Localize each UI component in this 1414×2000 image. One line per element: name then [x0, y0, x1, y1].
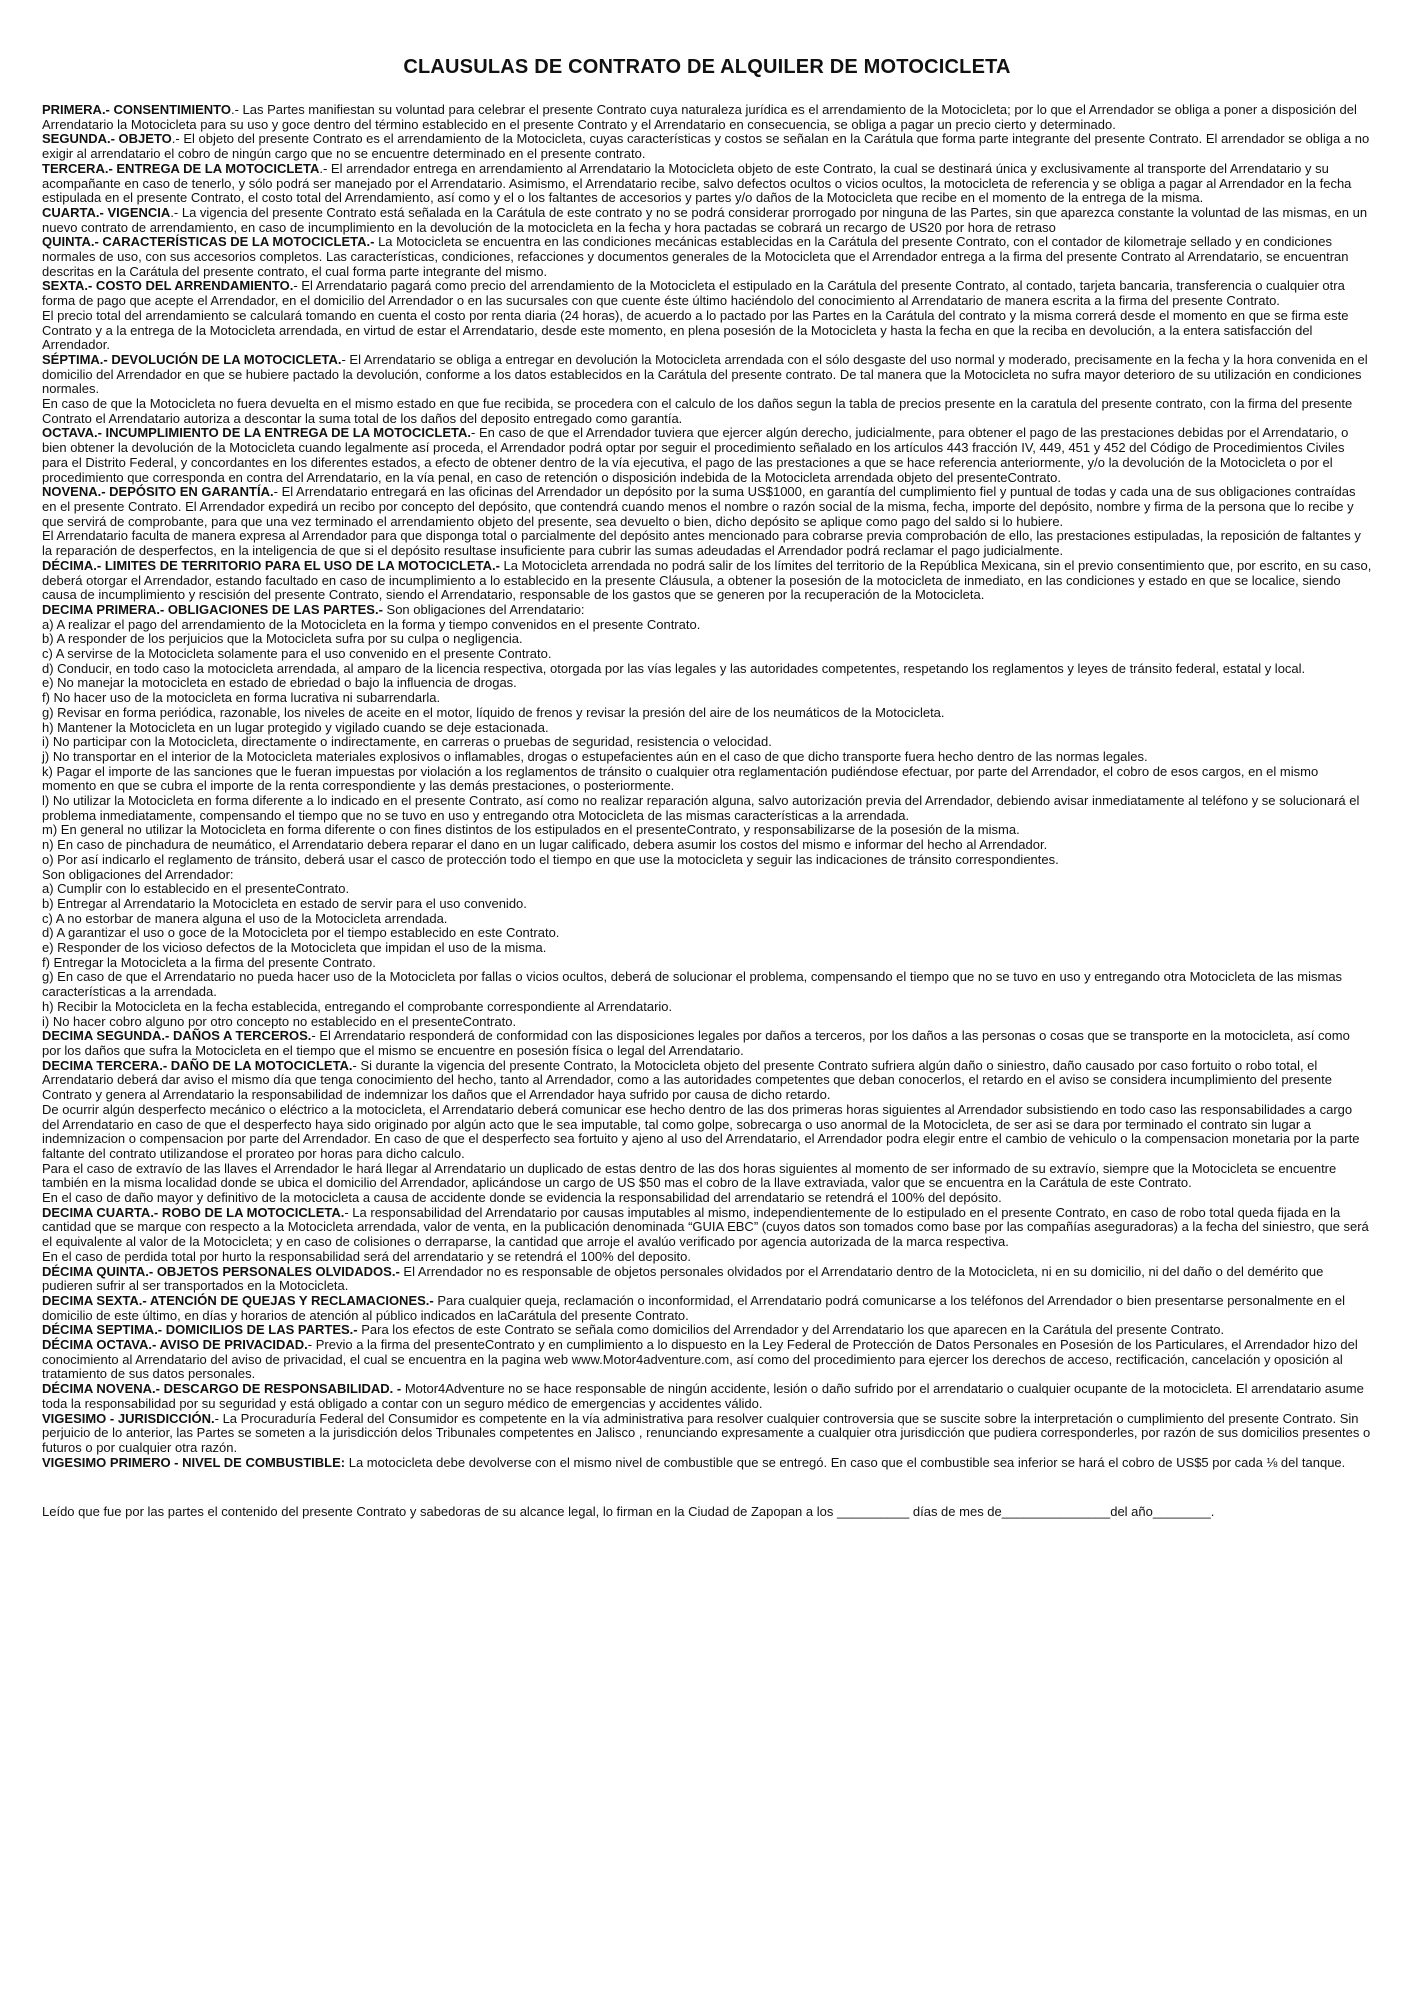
clause-paragraph	[42, 1103, 1372, 1162]
clause-paragraph	[42, 823, 1372, 838]
clause-paragraph	[42, 1059, 1372, 1103]
clause-paragraph	[42, 691, 1372, 706]
clause-text: Para los efectos de este Contrato se señala como domicilios del Arrendador y del Arrendatario los que aparecen en la Carátula del presente Contrato.	[357, 1322, 1225, 1338]
clause-paragraph	[42, 529, 1372, 558]
clause-paragraph	[42, 706, 1372, 721]
clause-text: a) A realizar el pago del arrendamiento de la Motocicleta en la forma y tiempo convenidos en el presente Contrato.	[42, 616, 701, 632]
clause-text: Para cualquier queja, reclamación o inconformidad, el Arrendatario podrá comunicarse a los teléfonos del Arrendador o bien presentarse personalmente en el domicilio de este último, en días y horarios de atención al público indicados en laCarátula del presente Contrato.	[42, 1292, 1345, 1323]
clause-paragraph	[42, 309, 1372, 353]
clause-text: De ocurrir algún desperfecto mecánico o eléctrico a la motocicleta, el Arrendatario deberá comunicar ese hecho dentro de las dos primeras horas siguientes al Arrendador subsistiendo en todo caso las responsabilidades a cargo del Arrendatario en caso de que el desperfecto haya sido originado por algún acto que le sea imputable, tal como golpe, sobrecarga o uso anormal de la Motocicleta, de ser asi se dara por terminado el contrato sin lugar a indemnizacion o compensacion por parte del Arrendador. En caso de que el desperfecto sea fortuito y ajeno al uso del Arrendatario, el Arrendador podra elegir entre el cambio de vehiculo o la compensacion monetaria por la parte faltante del contrato utilizandose el prorateo por horas para dicho calculo.	[42, 1101, 1360, 1161]
clause-paragraph	[42, 941, 1372, 956]
clause-paragraph	[42, 1162, 1372, 1191]
clause-text: f) No hacer uso de la motocicleta en forma lucrativa ni subarrendarla.	[42, 690, 441, 706]
clause-text: El precio total del arrendamiento se calculará tomando en cuenta el costo por renta diaria (24 horas), de acuerdo a lo pactado por las Partes en la Carátula del contrato y la misma correrá desde el momento en que se firma este Contrato y a la entrega de la Motocicleta arrendada, en virtud de estar el Arrendatario, desde este momento, en plena posesión de la Motocicleta y hasta la fecha en que la reciba en devolución, a la entera satisfacción del Arrendador.	[42, 307, 1349, 353]
clause-text: o) Por así indicarlo el reglamento de tránsito, deberá usar el casco de protección todo el tiempo en que use la motocicleta y seguir las indicaciones de tránsito correspondientes.	[42, 851, 1059, 867]
clause-paragraph	[42, 853, 1372, 868]
clause-text: En caso de que la Motocicleta no fuera devuelta en el mismo estado en que fue recibida, se procedera con el calculo de los daños segun la tabla de precios presente en la caratula del presente contrato, con la firma del presente Contrato el Arrendatario autoriza a descontar la suma total de los daños del deposito entregado como garantía.	[42, 396, 1353, 426]
clause-text: .- Las Partes manifiestan su voluntad para celebrar el presente Contrato cuya naturaleza jurídica es el arrendamiento de la Motocicleta; por lo que el Arrendador se obliga a poner a disposición del Arrendatario la Motocicleta para su uso y goce dentro del término establecido en el presente Contrato y el Arrendatario en consecuencia, se obliga a pagar un precio cierto y determinado.	[42, 102, 1357, 132]
clause-text: n) En caso de pinchadura de neumático, el Arrendatario debera reparar el dano en un lugar calificado, debera asumir los costos del mismo e informar del hecho al Arrendador.	[42, 837, 1048, 853]
clause-heading: SÉPTIMA.- DEVOLUCIÓN DE LA MOTOCICLETA.	[42, 351, 342, 367]
clause-text: d) Conducir, en todo caso la motocicleta arrendada, al amparo de la licencia respectiva, otorgada por las vías legales y las autoridades competentes, respetando los reglamentos y leyes de tránsito federal, estatal y local.	[42, 660, 1306, 676]
clause-text: a) Cumplir con lo establecido en el presenteContrato.	[42, 881, 350, 897]
clause-paragraph	[42, 1191, 1372, 1206]
clause-paragraph	[42, 279, 1372, 308]
clause-paragraph	[42, 794, 1372, 823]
clause-paragraph	[42, 1412, 1372, 1456]
clause-text: b) A responder de los perjuicios que la Motocicleta sufra por su culpa o negligencia.	[42, 631, 523, 647]
clause-text: - La responsabilidad del Arrendatario por causas imputables al mismo, independientemente de lo estipulado en el presente Contrato, en caso de robo total queda fijada en la cantidad que se marque con respecto a la Motocicleta arrendada, valor de venta, en la publicación denominada “GUIA EBC” (cuyos datos son tomados como base por las compañías aseguradoras) a la fecha del siniestro, que será el equivalente al valor de la Motocicleta; y en caso de colisiones o derraparse, la cantidad que arroje el avalúo verificado por agencia autorizada de la marca respectiva.	[42, 1204, 1369, 1250]
clause-text: - El Arrendatario entregará en las oficinas del Arrendador un depósito por la suma US$1000, en garantía del cumplimiento fiel y puntual de todas y cada una de sus obligaciones contraídas en el presente Contrato. El Arrendador expedirá un recibo por concepto del depósito, que contendrá cuando menos el nombre o razón social de la misma, fecha, importe del depósito, nombre y firma de la persona que lo recibe y que servirá de comprobante, para que una vez terminado el arrendamiento objeto del presente, sea devuelto o bien, dicho depósito se aplique como pago del saldo si lo hubiere.	[42, 484, 1356, 529]
clause-heading: DÉCIMA OCTAVA.- AVISO DE PRIVACIDAD.	[42, 1337, 308, 1353]
clause-heading: DÉCIMA NOVENA.- DESCARGO DE RESPONSABILIDAD. -	[42, 1381, 402, 1397]
clause-paragraph	[42, 1338, 1372, 1382]
closing-statement: Leído que fue por las partes el contenido del presente Contrato y sabedoras de su alcance legal, lo firman en la Ciudad de Zapopan a los __________ días de mes de_______________del año________.	[42, 1504, 1215, 1520]
clause-heading: DECIMA PRIMERA.- OBLIGACIONES DE LAS PARTES.-	[42, 601, 383, 617]
clause-text: En el caso de perdida total por hurto la responsabilidad será del arrendatario y se retendrá el 100% del deposito.	[42, 1248, 691, 1264]
clause-heading: QUINTA.- CARACTERÍSTICAS DE LA MOTOCICLETA.-	[42, 234, 375, 250]
clause-paragraph	[42, 397, 1372, 426]
clause-paragraph	[42, 956, 1372, 971]
clause-paragraph	[42, 1456, 1372, 1471]
clause-paragraph	[42, 1382, 1372, 1411]
clause-paragraph	[42, 1206, 1372, 1250]
clause-heading: VIGESIMO PRIMERO - NIVEL DE COMBUSTIBLE:	[42, 1454, 346, 1470]
clause-heading: DÉCIMA QUINTA.- OBJETOS PERSONALES OLVIDADOS.-	[42, 1263, 400, 1279]
clause-heading: DECIMA SEGUNDA.- DAÑOS A TERCEROS.	[42, 1028, 312, 1044]
clause-paragraph	[42, 912, 1372, 927]
clause-paragraph	[42, 1294, 1372, 1323]
clause-heading: TERCERA.- ENTREGA DE LA MOTOCICLETA	[42, 160, 320, 176]
clause-heading: DECIMA CUARTA.- ROBO DE LA MOTOCICLETA.	[42, 1204, 345, 1220]
clause-text: c) A no estorbar de manera alguna el uso de la Motocicleta arrendada.	[42, 910, 448, 926]
clause-paragraph	[42, 1015, 1372, 1030]
clause-heading: SEGUNDA.- OBJETO	[42, 131, 172, 147]
clause-paragraph	[42, 721, 1372, 736]
clause-heading: VIGESIMO - JURISDICCIÓN.	[42, 1410, 215, 1426]
clause-heading: OCTAVA.- INCUMPLIMIENTO DE LA ENTREGA DE LA MOTOCICLETA.	[42, 425, 471, 441]
clause-text: La Motocicleta arrendada no podrá salir de los límites del territorio de la República Mexicana, sin el previo consentimiento que, por escrito, en su caso, deberá otorgar el Arrendador, estando facultado en caso de incumplimiento a lo establecido en la presente Cláusula, a obtener la posesión de la motocicleta de inmediato, en las condiciones y estado en que se localice, siendo causa de incumplimiento y rescisión del presente Contrato, siendo el Arrendatario, responsable de los gastos que se generen por la recuperación de la Motocicleta.	[42, 557, 1372, 603]
clause-text: i) No hacer cobro alguno por otro concepto no establecido en el presenteContrato.	[42, 1013, 517, 1029]
clause-heading: DÉCIMA SEPTIMA.- DOMICILIOS DE LAS PARTES.-	[42, 1322, 358, 1338]
clause-paragraph	[42, 1000, 1372, 1015]
clause-paragraph	[42, 1029, 1372, 1058]
clause-text: - La Procuraduría Federal del Consumidor es competente en la vía administrativa para resolver cualquier controversia que se suscite sobre la interpretación o cumplimiento del presente Contrato. Sin perjuicio de lo anterior, las Partes se someten a la jurisdicción delos Tribunales competentes en Jalisco , renunciando expresamente a cualquier otra jurisdicción que pudiera corresponderles, por razón de sus domicilios presentes o futuros o por cualquier otra razón.	[42, 1410, 1371, 1455]
clause-paragraph	[42, 1323, 1372, 1338]
clause-text: En el caso de daño mayor y definitivo de la motocicleta a causa de accidente donde se evidencia la responsabilidad del arrendatario se retendrá el 100% del depósito.	[42, 1190, 1002, 1206]
clause-text: .- El objeto del presente Contrato es el arrendamiento de la Motocicleta, cuyas características y costos se señalan en la Carátula que forma parte integrante del presente Contrato. El arrendador se obliga a no exigir al arrendatario el cobro de ningún cargo que no se encuentre determinado en el presente contrato.	[42, 131, 1370, 162]
clause-paragraph	[42, 426, 1372, 485]
clause-text: l) No utilizar la Motocicleta en forma diferente a lo indicado en el presente Contrato, así como no realizar reparación alguna, salvo autorización previa del Arrendador, debiendo avisar inmediatamente al teléfono y se solucionará el problema inmediatamente, compensando el tiempo que no se tuvo en uso y entregando otra Motocicleta de las mismas características a la arrendada.	[42, 793, 1360, 823]
clause-heading: CUARTA.- VIGENCIA	[42, 204, 171, 220]
clause-paragraph	[42, 559, 1372, 603]
clause-paragraph	[42, 765, 1372, 794]
clause-paragraph	[42, 603, 1372, 618]
clause-paragraph	[42, 897, 1372, 912]
clause-paragraph	[42, 632, 1372, 647]
clause-paragraph	[42, 103, 1372, 132]
clause-text: e) Responder de los vicioso defectos de la Motocicleta que impidan el uso de la misma.	[42, 940, 547, 956]
clause-paragraph	[42, 882, 1372, 897]
clause-heading: NOVENA.- DEPÓSITO EN GARANTÍA.	[42, 484, 274, 500]
clause-text: El Arrendador no es responsable de objetos personales olvidados por el Arrendatario dentro de la Motocicleta, ni en su domicilio, ni del daño o del demérito que pudieren sufrir al ser transportados en la Motocicleta.	[42, 1263, 1324, 1294]
clause-text: m) En general no utilizar la Motocicleta en forma diferente o con fines distintos de los estipulados en el presenteContrato, y responsabilizarse de la posesión de la misma.	[42, 822, 1020, 838]
clause-text: j) No transportar en el interior de la Motocicleta materiales explosivos o inflamables, drogas o estupefacientes aún en el caso de que dicho transporte fuera hecho dentro de las normas legales.	[42, 748, 1148, 764]
clause-paragraph	[42, 132, 1372, 161]
clause-paragraph	[42, 735, 1372, 750]
clause-paragraph	[42, 868, 1372, 883]
clause-text: Motor4Adventure no se hace responsable de ningún accidente, lesión o daño sufrido por el arrendatario o cualquier ocupante de la motocicleta. El arrendatario asume toda la responsabilidad por su seguridad y está obligado a contar con un seguro médico de emergencias y accidentes válido.	[42, 1381, 1364, 1411]
clause-text: e) No manejar la motocicleta en estado de ebriedad o bajo la influencia de drogas.	[42, 675, 517, 691]
clause-text: - El Arrendatario responderá de conformidad con las disposiciones legales por daños a terceros, por los daños a las personas o cosas que se transporte en la motocicleta, así como por los daños que sufra la Motocicleta en el tiempo que el mismo se encuentre en posesión física o legal del Arrendatario.	[42, 1028, 1350, 1058]
clause-text: La Motocicleta se encuentra en las condiciones mecánicas establecidas en la Carátula del presente Contrato, con el contador de kilometraje sellado y en condiciones normales de uso, con sus accesorios completos. Las características, condiciones, refacciones y documentos generales de la Motocicleta que el Arrendador entrega a la firma del presente Contrato al Arrendatario, se encuentran descritas en la Carátula del presente contrato, el cual forma parte integrante del mismo.	[42, 234, 1349, 279]
clause-text: La motocicleta debe devolverse con el mismo nivel de combustible que se entregó. En caso que el combustible sea inferior se hará el cobro de US$5 por cada ⅛ del tanque.	[345, 1454, 1346, 1470]
clause-paragraph	[42, 206, 1372, 235]
clause-text: Son obligaciones del Arrendatario:	[382, 601, 585, 617]
clause-paragraph	[42, 235, 1372, 279]
clause-text: b) Entregar al Arrendatario la Motocicleta en estado de servir para el uso convenido.	[42, 895, 527, 911]
clause-paragraph	[42, 1250, 1372, 1265]
clause-text: - El Arrendatario pagará como precio del arrendamiento de la Motocicleta el estipulado en la Carátula del presente Contrato, al contado, tarjeta bancaria, transferencia o cualquier otra forma de pago que acepte el Arrendador, en el domicilio del Arrendador o en las sucursales con que cuente éste último haciéndolo del conocimiento al Arrendatario de manera escrita a la firma del presente Contrato.	[42, 278, 1345, 309]
clause-text: .- La vigencia del presente Contrato está señalada en la Carátula de este contrato y no se podrá considerar prorrogado por ninguna de las Partes, sin que aparezca constante la voluntad de las mismas, en un nuevo contrato de arrendamiento, en caso de incumplimiento en la devolución de la motocicleta en la fecha y hora pactadas se cobrará un recargo de US20 por hora de retraso	[42, 204, 1368, 235]
clause-paragraph	[42, 353, 1372, 397]
clause-text: h) Recibir la Motocicleta en la fecha establecida, entregando el comprobante correspondiente al Arrendatario.	[42, 998, 673, 1014]
clause-paragraph	[42, 485, 1372, 529]
clause-paragraph	[42, 662, 1372, 677]
clause-paragraph	[42, 647, 1372, 662]
clause-text: Para el caso de extravío de las llaves el Arrendador le hará llegar al Arrendatario un duplicado de estas dentro de las dos horas siguientes al momento de ser informado de su extravío, siempre que la Motocicleta se encuentre también en la misma localidad donde se ubica el domicilio del Arrendador, aplicándose un cargo de US $50 mas el cobro de la llave extraviada, valor que se encuentra en la Carátula de este Contrato.	[42, 1160, 1337, 1191]
clause-text: - El Arrendatario se obliga a entregar en devolución la Motocicleta arrendada con el sólo desgaste del uso normal y moderado, precisamente en la fecha y la hora convenida en el domicilio del Arrendador en que se hubiere pactado la devolución, conforme a los datos establecidos en la Carátula del presente contrato. De tal manera que la Motocicleta no sufra mayor deterioro de su utilización en condiciones normales.	[42, 351, 1368, 397]
clause-paragraph	[42, 676, 1372, 691]
clause-paragraph	[42, 162, 1372, 206]
clause-paragraph	[42, 750, 1372, 765]
clause-text: i) No participar con la Motocicleta, directamente o indirectamente, en carreras o pruebas de seguridad, resistencia o velocidad.	[42, 734, 772, 750]
clause-text: d) A garantizar el uso o goce de la Motocicleta por el tiempo establecido en este Contrato.	[42, 925, 560, 941]
clause-text: h) Mantener la Motocicleta en un lugar protegido y vigilado cuando se deje estacionada.	[42, 719, 549, 735]
clause-paragraph	[42, 926, 1372, 941]
clause-text: El Arrendatario faculta de manera expresa al Arrendador para que disponga total o parcialmente del depósito antes mencionado para cobrarse previa comprobación de ello, las prestaciones estipuladas, la reposición de faltantes y la reparación de desperfectos, en la inteligencia de que si el depósito resultase insuficiente para cubrir las sumas adeudadas el Arrendador podrá reclamar el pago judicialmente.	[42, 528, 1361, 559]
clause-text: Son obligaciones del Arrendador:	[42, 866, 234, 882]
clause-text: g) Revisar en forma periódica, razonable, los niveles de aceite en el motor, líquido de frenos y revisar la presión del aire de los neumáticos de la Motocicleta.	[42, 704, 945, 720]
clause-text: .- El arrendador entrega en arrendamiento al Arrendatario la Motocicleta objeto de este Contrato, la cual se destinará única y exclusivamente al transporte del Arrendatario y su acompañante en caso de tenerlo, y sólo podrá ser manejado por el Arrendatario. Asimismo, el Arrendatario recibe, salvo defectos ocultos o vicios ocultos, la motocicleta de referencia y se obliga a pagar al Arrendador en la fecha estipulada en el presente Contrato, el costo total del Arrendamiento, así como y el o los faltantes de accesorios y partes y/o daños de la Motocicleta que recibe en el momento de la entrega de la misma.	[42, 160, 1352, 206]
clause-heading: SEXTA.- COSTO DEL ARRENDAMIENTO.	[42, 278, 294, 294]
clause-paragraph	[42, 618, 1372, 633]
clause-text: g) En caso de que el Arrendatario no pueda hacer uso de la Motocicleta por fallas o vicios ocultos, deberá de solucionar el problema, compensando el tiempo que no se tuvo en uso y entregando otra Motocicleta de las mismas características a la arrendada.	[42, 969, 1343, 1000]
clause-paragraph	[42, 1265, 1372, 1294]
clause-text: k) Pagar el importe de las sanciones que le fueran impuestas por violación a los reglamentos de tránsito o cualquier otra reglamentación pudiéndose efectuar, por parte del Arrendador, el cobro de esos cargos, en el mismo momento en que se cubra el importe de la renta correspondiente y las demás prestaciones, o posteriormente.	[42, 763, 1319, 794]
clause-text: - Previo a la firma del presenteContrato y en cumplimiento a lo dispuesto en la Ley Federal de Protección de Datos Personales en Posesión de los Particulares, el Arrendador hizo del conocimiento al Arrendatario del aviso de privacidad, el cual se encuentra en la pagina web www.Motor4adventure.com, así como del procedimiento para ejercer los derechos de acceso, rectificación, cancelación y oposición al tratamiento de sus datos personales.	[42, 1337, 1358, 1382]
clause-paragraph	[42, 838, 1372, 853]
clause-text: c) A servirse de la Motocicleta solamente para el uso convenido en el presente Contrato.	[42, 646, 552, 662]
clause-paragraph	[42, 970, 1372, 999]
document-title: CLAUSULAS DE CONTRATO DE ALQUILER DE MOTOCICLETA	[403, 56, 1011, 78]
clause-text: f) Entregar la Motocicleta a la firma del presente Contrato.	[42, 954, 376, 970]
clause-heading: DECIMA TERCERA.- DAÑO DE LA MOTOCICLETA.	[42, 1057, 353, 1073]
clause-text: - Si durante la vigencia del presente Contrato, la Motocicleta objeto del presente Contrato sufriera algún daño o siniestro, daño causado por caso fortuito o robo total, el Arrendatario deberá dar aviso el mismo día que tenga conocimiento del hecho, tanto al Arrendador, como a las autoridades competentes que deban conocerlos, el retardo en el aviso se considera incumplimiento del presente Contrato y genera al Arrendatario la responsabilidad de indemnizar los daños que el Arrendador haya sufrido por causa de dicho retardo.	[42, 1057, 1332, 1103]
clause-text: - En caso de que el Arrendador tuviera que ejercer algún derecho, judicialmente, para obtener el pago de las prestaciones debidas por el Arrendatario, o bien obtener la devolución de la Motocicleta cuando legalmente así proceda, el Arrendador podrá optar por seguir el procedimiento señalado en los artículos 443 fracción IV, 449, 451 y 452 del Código de Procedimientos Civiles para el Distrito Federal, y concordantes en los diferentes estados, a efecto de obtener dentro de la vía ejecutiva, el pago de las prestaciones a que se hace referencia anteriormente, y/o la devolución de la Motocicleta o por el procedimiento que corresponda en contra del Arrendatario, en la vía penal, en caso de retención o disposición indebida de la Motocicleta arrendada objeto del presenteContrato.	[42, 425, 1349, 485]
clause-heading: PRIMERA.- CONSENTIMIENTO	[42, 102, 231, 117]
clause-heading: DÉCIMA.- LIMITES DE TERRITORIO PARA EL USO DE LA MOTOCICLETA.-	[42, 557, 500, 573]
clause-heading: DECIMA SEXTA.- ATENCIÓN DE QUEJAS Y RECLAMACIONES.-	[42, 1292, 434, 1308]
clauses-body	[42, 103, 1372, 1470]
